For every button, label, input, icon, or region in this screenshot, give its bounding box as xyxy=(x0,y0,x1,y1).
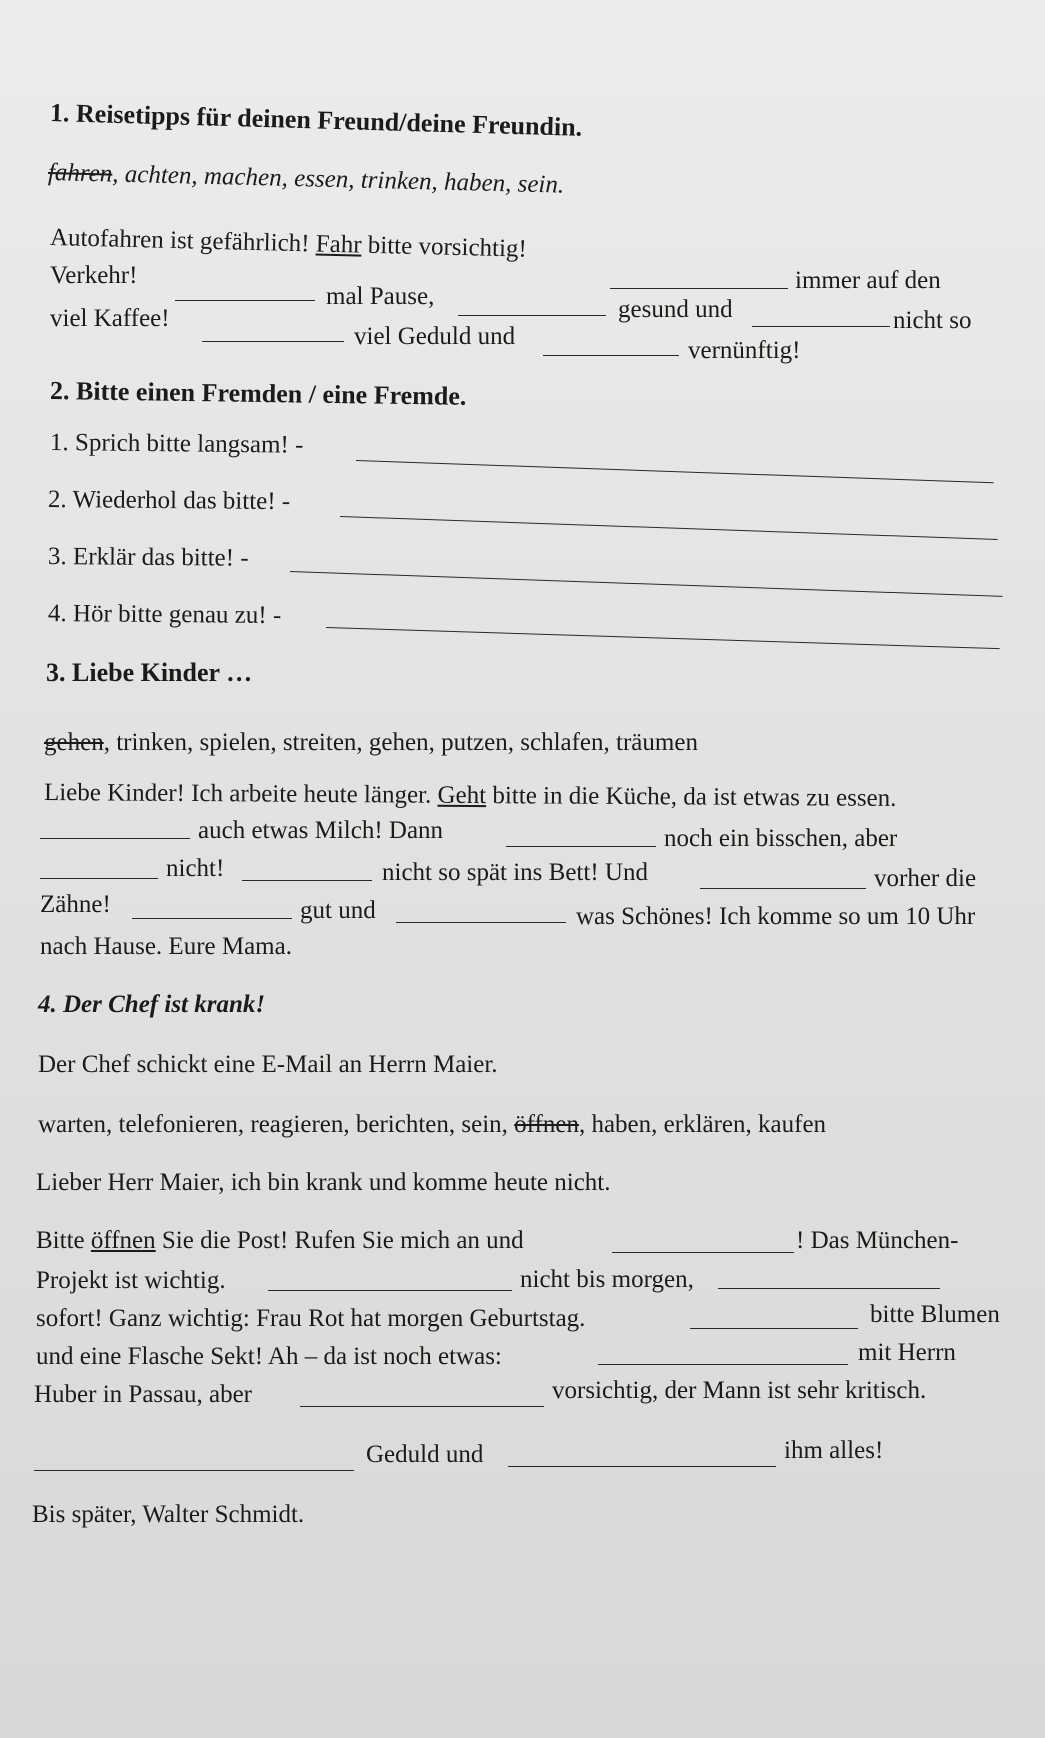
answer-blank[interactable] xyxy=(612,1252,794,1253)
answer-blank[interactable] xyxy=(700,888,866,889)
list-item: 1. Sprich bitte langsam! - xyxy=(49,429,304,459)
section-4-title: 4. Der Chef ist krank! xyxy=(38,991,266,1018)
line-text: bitte in die Küche, da ist etwas zu essen. xyxy=(486,782,897,812)
struck-example-word: gehen xyxy=(44,729,104,756)
line-text: viel Kaffee! xyxy=(50,305,170,332)
line-text: auch etwas Milch! Dann xyxy=(198,817,444,844)
struck-example-word: fahren xyxy=(47,159,113,188)
line-text: Verkehr! xyxy=(50,262,138,289)
line-text: gut und xyxy=(300,897,376,924)
line-text: nicht! xyxy=(166,855,225,882)
email-closing: Bis später, Walter Schmidt. xyxy=(32,1501,305,1528)
example-answer: Geht xyxy=(437,781,487,810)
line-text: ihm alles! xyxy=(784,1437,884,1464)
answer-blank[interactable] xyxy=(690,1328,858,1329)
line-text: vernünftig! xyxy=(688,337,801,364)
line-text: sofort! Ganz wichtig: Frau Rot hat morgen Geburtstag. xyxy=(36,1305,586,1332)
line-text: und eine Flasche Sekt! Ah – da ist noch etwas: xyxy=(36,1343,502,1370)
answer-blank[interactable] xyxy=(396,922,566,923)
line-text: mal Pause, xyxy=(326,283,435,310)
line-text: noch ein bisschen, aber xyxy=(664,825,898,852)
answer-blank[interactable] xyxy=(34,1470,354,1471)
line-text: vorher die xyxy=(874,865,977,892)
struck-example-word: öffnen xyxy=(514,1111,579,1138)
line-text: Zähne! xyxy=(40,891,111,918)
answer-blank[interactable] xyxy=(202,341,344,342)
section-2-title: 2. Bitte einen Fremden / eine Fremde. xyxy=(49,376,467,411)
answer-blank[interactable] xyxy=(242,880,372,881)
line-text: ! Das München- xyxy=(796,1227,959,1254)
word-bank-text: , achten, machen, essen, trinken, haben, sein. xyxy=(111,160,565,199)
section-4-intro: Der Chef schickt eine E-Mail an Herrn Maier. xyxy=(38,1051,498,1078)
answer-blank[interactable] xyxy=(40,878,158,879)
line-text: bitte Blumen xyxy=(870,1301,1000,1328)
section-4-word-bank xyxy=(38,1112,826,1137)
line-text: immer auf den xyxy=(795,267,941,294)
line-text: bitte vorsichtig! xyxy=(361,231,528,263)
line-text: Sie die Post! Rufen Sie mich an und xyxy=(155,1227,524,1254)
answer-blank[interactable] xyxy=(268,1290,512,1291)
list-item: 3. Erklär das bitte! - xyxy=(47,543,249,572)
line-text: mit Herrn xyxy=(858,1339,956,1366)
section-3-line-1 xyxy=(44,780,897,811)
section-3-word-bank xyxy=(44,730,698,755)
line-text: Autofahren ist gefährlich! xyxy=(49,224,317,258)
answer-blank[interactable] xyxy=(326,627,1000,649)
section-1-title: 1. Reisetipps für deinen Freund/deine Freundin. xyxy=(49,98,583,142)
section-1-line-1 xyxy=(50,225,527,262)
section-1-word-bank xyxy=(48,160,565,198)
answer-blank[interactable] xyxy=(598,1364,848,1365)
answer-blank[interactable] xyxy=(610,288,788,289)
word-bank-text: warten, telefonieren, reagieren, berichten, sein, xyxy=(38,1111,515,1138)
answer-blank[interactable] xyxy=(132,918,292,919)
answer-blank[interactable] xyxy=(340,516,998,540)
answer-blank[interactable] xyxy=(508,1466,776,1467)
line-text: nicht so spät ins Bett! Und xyxy=(382,859,648,886)
line-text: was Schönes! Ich komme so um 10 Uhr xyxy=(576,903,976,930)
line-text: Liebe Kinder! Ich arbeite heute länger. xyxy=(43,779,438,809)
line-text: viel Geduld und xyxy=(354,323,516,350)
line-text: nicht bis morgen, xyxy=(520,1266,694,1293)
answer-blank[interactable] xyxy=(458,315,606,316)
example-answer: öffnen xyxy=(90,1227,156,1254)
line-text: Geduld und xyxy=(366,1441,484,1468)
line-text: vorsichtig, der Mann ist sehr kritisch. xyxy=(552,1377,927,1404)
email-greeting: Lieber Herr Maier, ich bin krank und komme heute nicht. xyxy=(36,1169,611,1196)
example-answer: Fahr xyxy=(315,230,362,259)
line-text: Bitte xyxy=(36,1227,91,1254)
line-text: nicht so xyxy=(893,307,972,334)
word-bank-text: , haben, erklären, kaufen xyxy=(578,1111,827,1138)
line-text: gesund und xyxy=(618,296,733,323)
answer-blank[interactable] xyxy=(543,355,679,356)
answer-blank[interactable] xyxy=(290,571,1003,597)
answer-blank[interactable] xyxy=(300,1406,544,1407)
answer-blank[interactable] xyxy=(40,838,190,839)
answer-blank[interactable] xyxy=(506,846,656,847)
section-3-title: 3. Liebe Kinder … xyxy=(46,658,253,687)
line-text: Huber in Passau, aber xyxy=(34,1381,252,1408)
line-text: nach Hause. Eure Mama. xyxy=(40,933,292,960)
list-item: 4. Hör bitte genau zu! - xyxy=(47,600,282,630)
answer-blank[interactable] xyxy=(752,326,890,327)
word-bank-text: , trinken, spielen, streiten, gehen, putzen, schlafen, träumen xyxy=(103,729,698,756)
list-item: 2. Wiederhol das bitte! - xyxy=(47,486,291,516)
email-line-1 xyxy=(36,1228,524,1253)
line-text: Projekt ist wichtig. xyxy=(36,1267,226,1294)
answer-blank[interactable] xyxy=(356,460,994,483)
answer-blank[interactable] xyxy=(718,1288,940,1289)
answer-blank[interactable] xyxy=(175,300,315,301)
